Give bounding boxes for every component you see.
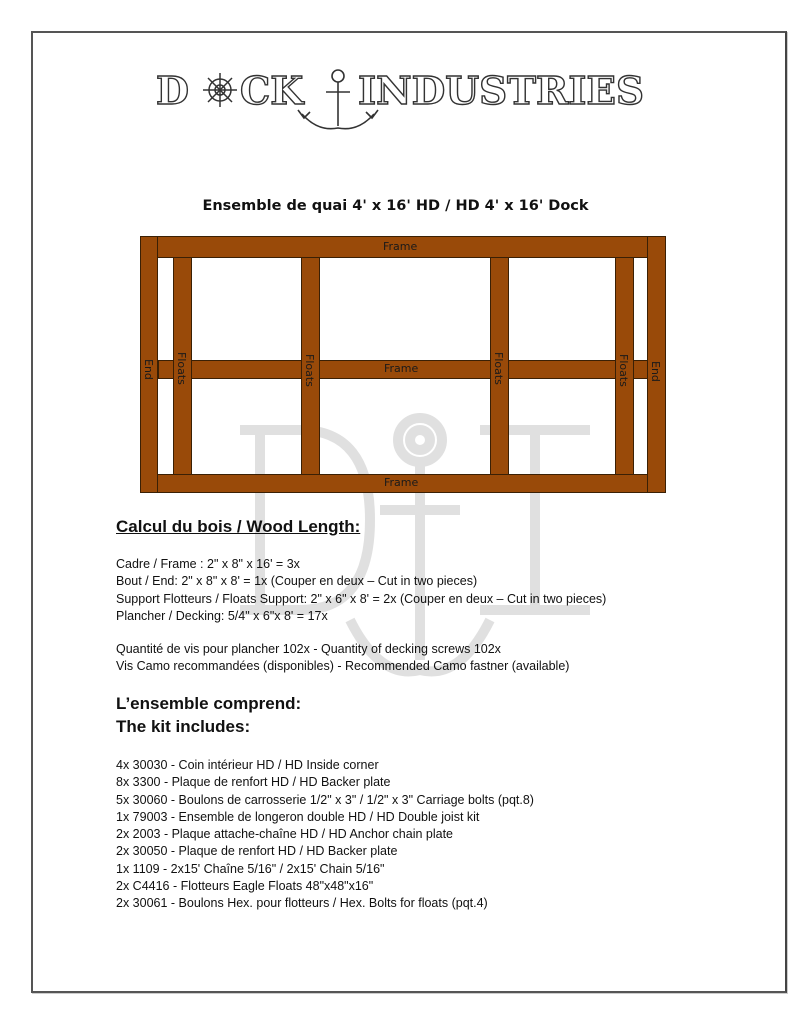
svg-text:D: D xyxy=(156,68,189,113)
label-floats-1: Floats xyxy=(175,352,188,385)
end-right xyxy=(647,236,666,493)
label-floats-3: Floats xyxy=(492,352,505,385)
kit-item: 4x 30030 - Coin intérieur HD / HD Inside corner xyxy=(116,758,379,772)
document-title: Ensemble de quai 4' x 16' HD / HD 4' x 16' Dock xyxy=(202,198,589,214)
frame-bottom xyxy=(157,474,648,493)
dock-industries-logo xyxy=(150,66,650,136)
end-left xyxy=(140,236,158,493)
ship-wheel-icon xyxy=(203,73,237,107)
kit-item: 1x 79003 - Ensemble de longeron double HD / HD Double joist kit xyxy=(116,809,480,824)
svg-text:CK: CK xyxy=(240,68,304,113)
svg-text:INDUSTRIES: INDUSTRIES xyxy=(358,68,644,113)
kit-item: 2x 30050 - Plaque de renfort HD / HD Backer plate xyxy=(116,844,398,859)
kit-item: 1x 1109 - 2x15' Chaîne 5/16" / 2x15' Chain 5/16" xyxy=(116,861,385,876)
note-camo-fastener: Vis Camo recommandées (disponibles) - Recommended Camo fastner (available) xyxy=(116,659,570,674)
kit-item: 8x 3300 - Plaque de renfort HD / HD Backer plate xyxy=(116,775,391,790)
frame-top xyxy=(157,236,648,258)
wood-length-list xyxy=(116,556,606,625)
label-frame-middle: Frame xyxy=(384,362,419,375)
label-frame-top: Frame xyxy=(383,240,418,253)
note-screw-quantity: Quantité de vis pour plancher 102x - Quantity of decking screws 102x xyxy=(116,642,501,656)
wood-line-frame: Cadre / Frame : 2" x 8" x 16' = 3x xyxy=(116,557,300,571)
wood-line-end: Bout / End: 2" x 8" x 8' = 1x (Couper en deux – Cut in two pieces) xyxy=(116,574,478,589)
frame-middle xyxy=(158,360,648,379)
kit-heading-en: The kit includes: xyxy=(116,717,251,736)
kit-heading-fr: L’ensemble comprend: xyxy=(116,694,302,713)
kit-item: 5x 30060 - Boulons de carrosserie 1/2" x 3" / 1/2" x 3" Carriage bolts (pqt.8) xyxy=(116,792,534,807)
logo-graphic xyxy=(150,66,650,136)
wood-line-decking: Plancher / Decking: 5/4" x 6"x 8' = 17x xyxy=(116,608,328,623)
label-end-right: End xyxy=(649,361,662,382)
kit-item: 2x C4416 - Flotteurs Eagle Floats 48"x48"x16" xyxy=(116,879,374,894)
label-floats-2: Floats xyxy=(303,354,316,387)
screw-notes xyxy=(116,641,569,676)
wood-length-heading: Calcul du bois / Wood Length: xyxy=(116,517,361,536)
label-end-left: End xyxy=(142,359,155,380)
float-support-1-mid xyxy=(173,350,192,390)
float-support-2-mid xyxy=(301,350,320,390)
float-support-3-mid xyxy=(490,350,509,390)
float-support-4-mid xyxy=(615,350,634,390)
kit-items-list xyxy=(116,757,534,913)
label-frame-bottom: Frame xyxy=(384,476,419,489)
kit-item: 2x 30061 - Boulons Hex. pour flotteurs / Hex. Bolts for floats (pqt.4) xyxy=(116,896,488,911)
label-floats-4: Floats xyxy=(617,354,630,387)
kit-item: 2x 2003 - Plaque attache-chaîne HD / HD Anchor chain plate xyxy=(116,827,454,842)
wood-line-floats-support: Support Flotteurs / Floats Support: 2" x 6" x 8' = 2x (Couper en deux – Cut in two pieces) xyxy=(116,591,607,606)
